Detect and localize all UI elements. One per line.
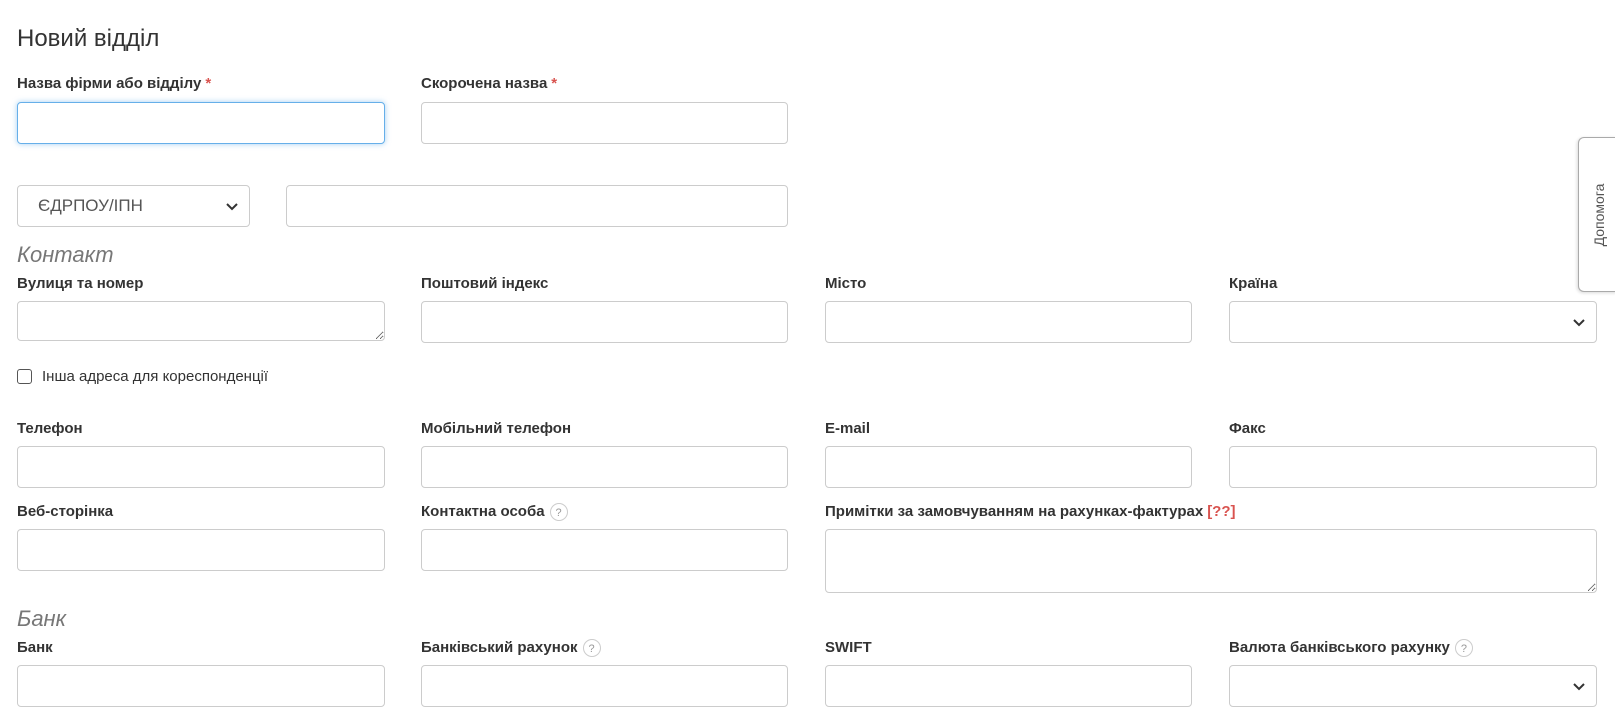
swift-label: SWIFT bbox=[825, 639, 872, 656]
country-label: Країна bbox=[1229, 275, 1278, 292]
chevron-down-icon bbox=[225, 199, 239, 213]
other-address-checkbox[interactable] bbox=[17, 369, 32, 384]
id-type-selected-value: ЄДРПОУ/ІПН bbox=[38, 196, 143, 215]
invoice-notes-input[interactable] bbox=[825, 529, 1597, 593]
mobile-input[interactable] bbox=[421, 446, 788, 488]
fax-input[interactable] bbox=[1229, 446, 1597, 488]
swift-input[interactable] bbox=[825, 665, 1192, 707]
street-label: Вулиця та номер bbox=[17, 275, 144, 292]
company-name-label bbox=[17, 75, 211, 93]
question-circle-icon[interactable]: ? bbox=[1455, 639, 1473, 657]
mobile-label: Мобільний телефон bbox=[421, 420, 572, 437]
contact-heading: Контакт bbox=[17, 242, 114, 267]
other-address-row[interactable] bbox=[17, 368, 268, 385]
street-input[interactable] bbox=[17, 301, 385, 341]
page-title: Новий відділ bbox=[17, 25, 160, 52]
bank-input[interactable] bbox=[17, 665, 385, 707]
fax-label: Факс bbox=[1229, 420, 1266, 437]
short-name-input[interactable] bbox=[421, 102, 788, 144]
company-name-label-text: Назва фірми або відділу bbox=[17, 75, 202, 92]
help-side-tab[interactable] bbox=[1578, 137, 1615, 292]
other-address-label: Інша адреса для кореспонденції bbox=[42, 368, 269, 385]
city-input[interactable] bbox=[825, 301, 1192, 343]
zip-input[interactable] bbox=[421, 301, 788, 343]
id-type-select[interactable] bbox=[17, 185, 250, 227]
invoice-notes-label bbox=[825, 503, 1236, 521]
short-name-label bbox=[421, 75, 557, 93]
id-number-input[interactable] bbox=[286, 185, 788, 227]
bank-account-label bbox=[421, 639, 601, 657]
chevron-down-icon bbox=[1572, 679, 1586, 693]
company-name-input[interactable] bbox=[17, 102, 385, 144]
contact-person-label-text: Контактна особа bbox=[421, 503, 545, 520]
email-input[interactable] bbox=[825, 446, 1192, 488]
phone-label: Телефон bbox=[17, 420, 83, 437]
contact-person-label bbox=[421, 503, 568, 521]
bank-account-input[interactable] bbox=[421, 665, 788, 707]
question-circle-icon[interactable]: ? bbox=[583, 639, 601, 657]
city-label: Місто bbox=[825, 275, 867, 292]
web-label: Веб-сторінка bbox=[17, 503, 114, 520]
question-circle-icon[interactable]: ? bbox=[550, 503, 568, 521]
invoice-notes-label-text: Примітки за замовчуванням на рахунках-фактурах bbox=[825, 503, 1204, 520]
bank-label: Банк bbox=[17, 639, 53, 656]
required-marker: * bbox=[551, 75, 558, 92]
bank-account-label-text: Банківський рахунок bbox=[421, 639, 578, 656]
contact-person-input[interactable] bbox=[421, 529, 788, 571]
missing-translation-marker: [??] bbox=[1207, 503, 1236, 520]
chevron-down-icon bbox=[1572, 315, 1586, 329]
short-name-label-text: Скорочена назва bbox=[421, 75, 548, 92]
currency-label bbox=[1229, 639, 1473, 657]
bank-heading: Банк bbox=[17, 606, 67, 631]
currency-select[interactable] bbox=[1229, 665, 1597, 707]
web-input[interactable] bbox=[17, 529, 385, 571]
required-marker: * bbox=[205, 75, 212, 92]
phone-input[interactable] bbox=[17, 446, 385, 488]
help-tab-label: Допомога bbox=[1590, 183, 1607, 246]
country-select[interactable] bbox=[1229, 301, 1597, 343]
email-label: E-mail bbox=[825, 420, 871, 437]
zip-label: Поштовий індекс bbox=[421, 275, 549, 292]
currency-label-text: Валюта банківського рахунку bbox=[1229, 639, 1450, 656]
